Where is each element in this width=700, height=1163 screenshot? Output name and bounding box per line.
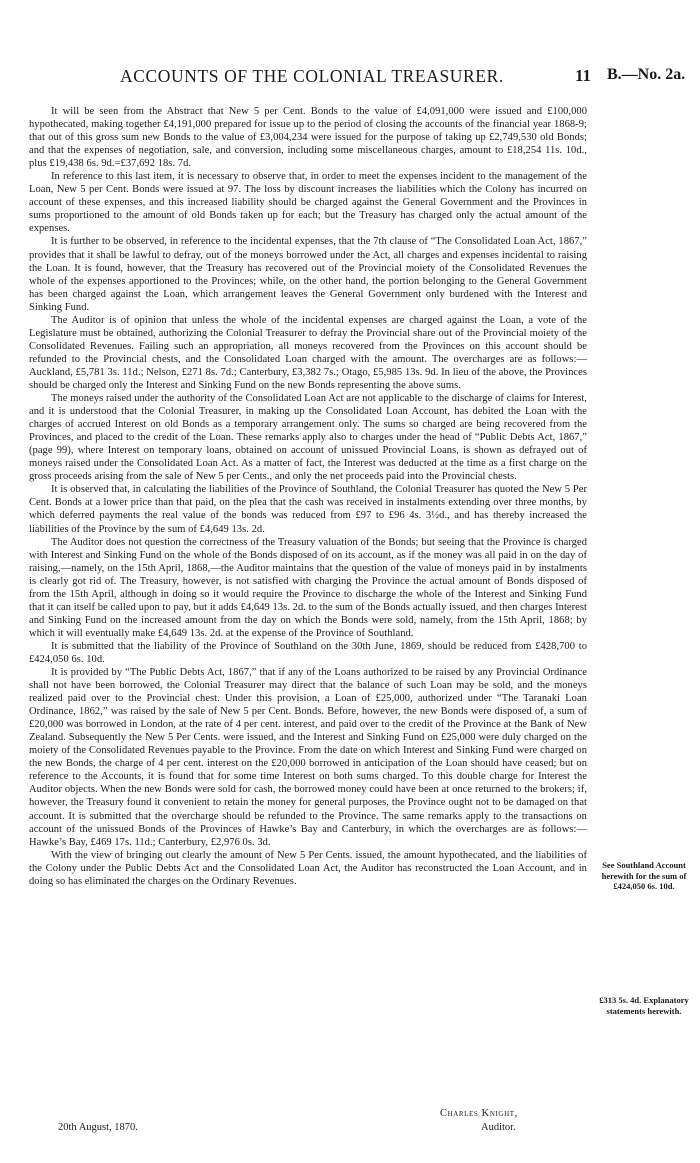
report-body <box>29 105 587 888</box>
paragraph-southland-liabilities: It is observed that, in calculating the liabilities of the Province of Southland, the Colonial Treasurer has quoted the New 5 Per Cent. Bonds at a lower price than that paid, on the plea that the cash was received in instalments extending over three months, by which deferred payments the real value of the bonds was reduced from £97 to £96 4s. 3½d., and has thereby increased the liabilities of the Province by the sum of £4,649 13s. 2d. <box>29 484 587 535</box>
paragraph-public-debts-act: It is provided by “The Public Debts Act, 1867,” that if any of the Loans authorized to be raised by any Provincial Ordinance shall not have been borrowed, the Colonial Treasurer may direct that the balance of such Loan may be sold, and the moneys realized paid over to the Provincial chest. Under this provision, a Loan of £25,000, authorized under “The Taranaki Loan Ordinance, 1862,” was raised by the sale of New 5 per Cent. Bonds. Before, however, the new Bonds were disposed of, a sum of £20,000 was borrowed in London, at the rate of 4 per cent. interest, and paid over to the credit of the Province at the Bank of New Zealand. Subsequently the New 5 Per Cents. were issued, and the Interest and Sinking Fund on £25,000 were duly charged on the moiety of the Consolidated Revenues payable to the Province. From the date on which Interest and Sinking Fund were charged on the new Bonds, the charge of 4 per cent. interest on the £20,000 borrowed in anticipation of the Loan should have ceased; but on reference to the Accounts, it is found that for some time Interest on both sums charged. To this double charge for Interest the Auditor objects. When the new Bonds were sold for cash, the borrowed money could have been at once returned to the brokers; if, however, the Treasury found it convenient to retain the money for general purposes, the Province ought not to be damaged on that account. It is submitted that the overcharge should be refunded to the Province. The same remarks apply to the transactions on account of the unissued Bonds of the Provinces of Hawke’s Bay and Canterbury, in which the overcharges are as follows:—Hawke’s Bay, £469 17s. 11d.; Canterbury, £2,976 0s. 3d. <box>29 667 587 848</box>
paragraph-incidental-expenses: It is further to be observed, in reference to the incidental expenses, that the 7th clause of “The Consolidated Loan Act, 1867,” provides that it shall be lawful to defray, out of the moneys borrowed under the Act, all charges and expenses incidental to raising the Loan. It is found, however, that the Treasury has recovered out of the Provincial moiety of the Consolidated Revenues the whole of the expenses apportioned to the Provinces; while, on the other hand, the portion belonging to the General Government has been charged against the Loan, which arrangement leaves the General Government only burdened with the Interest and Sinking Fund. <box>29 236 587 313</box>
paragraph-abstract: It will be seen from the Abstract that New 5 per Cent. Bonds to the value of £4,091,000 were issued and £100,000 hypothecated, making together £4,191,000 prepared for issue up to the period of closing the accounts of the financial year 1868-9; that out of this gross sum new Bonds to the value of £3,004,234 were issued for the purpose of taking up £2,749,530 old Bonds; and that the expenses of negotiation, sale, and conversion, including some miscellaneous charges, amount to £18,254 11s. 10d., plus £19,438 6s. 9d.=£37,692 18s. 7d. <box>29 106 587 170</box>
paragraph-auditor-opinion: The Auditor is of opinion that unless the whole of the incidental expenses are charged against the Loan, a vote of the Legislature must be obtained, authorizing the Colonial Treasurer to defray the Provincial share out of the Provincial moiety of the Consolidated Revenues. Failing such an appropriation, all moneys recovered from the Provinces on this account should be refunded to the Provincial chests, and the Consolidated Loan charged with the amount. The overcharges are as follows:—Auckland, £5,781 3s. 11d.; Nelson, £271 8s. 7d.; Canterbury, £3,382 7s.; Otago, £5,985 13s. 9d. In lieu of the above, the Provinces should be charged only the Interest and Sinking Fund on the new Bonds representing the above sums. <box>29 314 587 391</box>
signature-title: Auditor. <box>481 1122 516 1133</box>
page-title: ACCOUNTS OF THE COLONIAL TREASURER. <box>120 66 504 86</box>
paragraph-interest-claims: The moneys raised under the authority of the Consolidated Loan Act are not applicable to the discharge of claims for Interest, and it is understood that the Colonial Treasurer, in making up the Consolidated Loan Account, has debited the Loan with the charges of accrued Interest on old Bonds as a temporary arrangement only. The sums so charged are being recovered from the Provinces, and placed to the credit of the Loan. These remarks apply also to charges under the head of “Public Debts Act, 1867,” (page 99), where Interest on temporary loans, obtained on account of unissued Provincial Loans, is shown as defrayed out of moneys raised under the Consolidated Loan Act. As a matter of fact, the Interest was deducted at the time as a first charge on the gross proceeds arising from the sale of New 5 per Cents., and only the net proceeds paid into the Provincial chests. <box>29 393 587 483</box>
paragraph-reconstruction: With the view of bringing out clearly the amount of New 5 Per Cents. issued, the amount hypothecated, and the liabilities of the Colony under the Public Debts Act and the Consolidated Loan Act, the Auditor has reconstructed the Loan Account, and in doing so has eliminated the charges on the Ordinary Revenues. <box>29 849 587 887</box>
paragraph-treasury-valuation: The Auditor does not question the correctness of the Treasury valuation of the Bonds; but seeing that the Province is charged with Interest and Sinking Fund on the whole of the Bonds disposed of on its account, as if the money was all paid in on the day of raising,—namely, on the 15th April, 1868,—the Auditor maintains that the question of the value of moneys paid in by instalments is clearly got rid of. The Treasury, however, is not satisfied with charging the Province the actual amount of Bonds disposed of from the 15th April, although in doing so it would require the Province to discharge the whole of the Interest and Sinking Fund that it can itself be called upon to pay, but it adds £4,649 13s. 2d. to the sum of the Bonds actually issued, and then charges Interest and Sinking Fund on the increased amount from the day on which the Bonds were sold, namely, from the 15th April, 1868; by which it will eventually make £4,649 13s. 2d. at the expense of the Province of Southland. <box>29 536 587 639</box>
signature-name: Charles Knight, <box>440 1108 518 1119</box>
margin-note-southland: See Southland Account herewith for the sum of £424,050 6s. 10d. <box>601 860 687 891</box>
page-number: 11 <box>575 66 592 85</box>
signature-date: 20th August, 1870. <box>58 1122 138 1133</box>
document-reference: B.—No. 2a. <box>607 66 686 83</box>
margin-note-overcharge: £313 5s. 4d. Explanatory statements herewith. <box>599 995 689 1016</box>
paragraph-southland-reduction: It is submitted that the liability of the Province of Southland on the 30th June, 1869, should be reduced from £428,700 to £424,050 6s. 10d. <box>29 640 587 665</box>
page-header <box>0 66 700 88</box>
paragraph-discount: In reference to this last item, it is necessary to observe that, in order to meet the expenses incident to the management of the Loan, New 5 per Cent. Bonds were issued at 97. The loss by discount increases the liabilities which the Colony has incurred on account of these expenses, and this increased liability should be charged against the General Government and the Provinces in sums proportioned to the amount of old Bonds taken up for each; but the Treasury has charged only the actual amount of the expenses. <box>29 171 587 235</box>
